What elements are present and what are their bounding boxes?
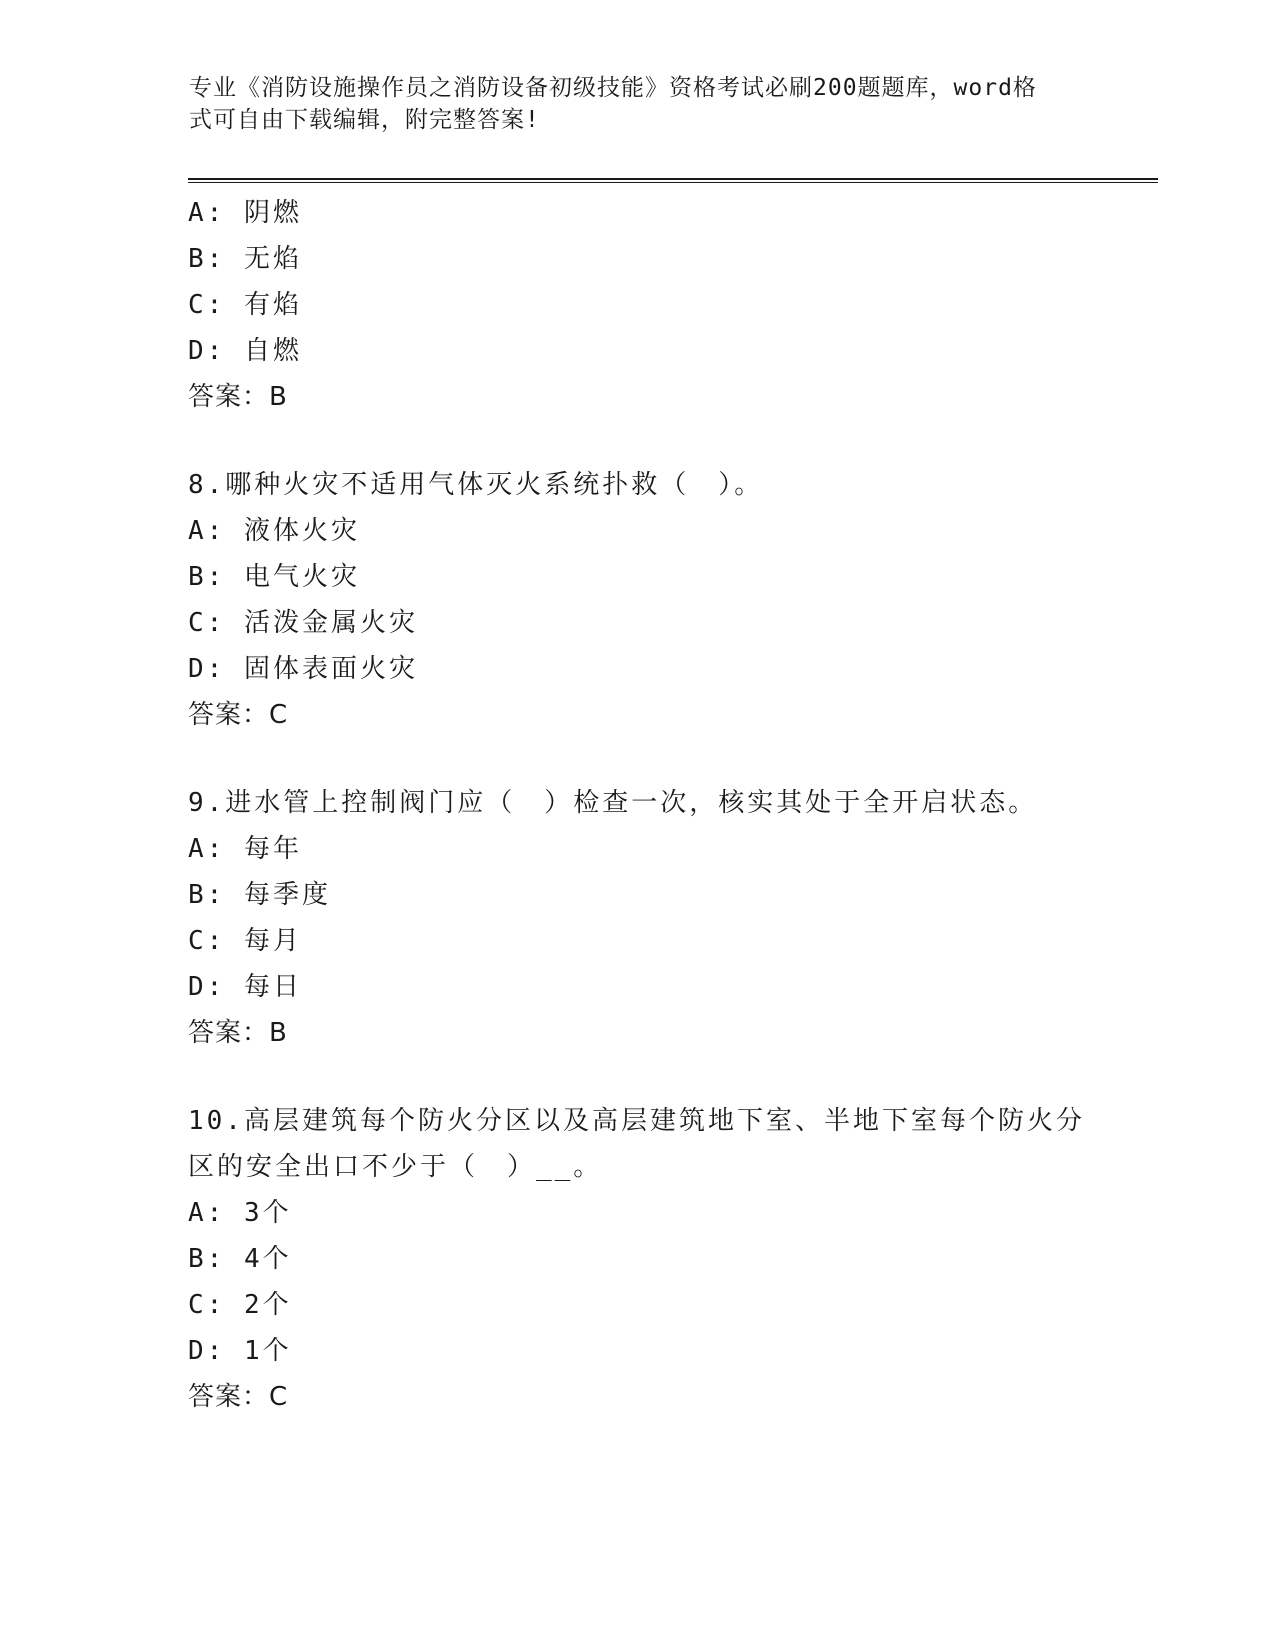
- option-d: D: 固体表面火灾: [188, 654, 418, 684]
- question-text-line-2: 区的安全出口不少于（ ）__。: [188, 1152, 603, 1182]
- header-line-1: 专业《消防设施操作员之消防设备初级技能》资格考试必刷200题题库，word格: [189, 75, 1037, 101]
- option-a: A: 液体火灾: [188, 516, 360, 546]
- answer-line: 答案：C: [188, 1382, 289, 1412]
- question-list: [188, 190, 1088, 1420]
- question-text: 8.哪种火灾不适用气体灭火系统扑救（ ）。: [188, 470, 764, 500]
- answer-line: 答案：B: [188, 1018, 288, 1048]
- option-c: C: 有焰: [188, 290, 302, 320]
- question-text: 9.进水管上控制阀门应（ ）检查一次，核实其处于全开启状态。: [188, 788, 1038, 818]
- question-10: [188, 1098, 1088, 1420]
- option-b: B: 每季度: [188, 880, 331, 910]
- option-a: A: 3个: [188, 1198, 292, 1228]
- header-line-2: 式可自由下载编辑，附完整答案!: [189, 107, 540, 133]
- answer-line: 答案：C: [188, 700, 289, 730]
- option-a: A: 每年: [188, 834, 302, 864]
- option-b: B: 4个: [188, 1244, 292, 1274]
- option-d: D: 自燃: [188, 336, 302, 366]
- option-b: B: 无焰: [188, 244, 302, 274]
- option-d: D: 1个: [188, 1336, 292, 1366]
- spacer: [188, 738, 1088, 780]
- document-header: [189, 72, 1079, 136]
- question-9: [188, 780, 1088, 1056]
- question-8: [188, 462, 1088, 738]
- option-a: A: 阴燃: [188, 198, 302, 228]
- header-divider: [188, 178, 1158, 183]
- question-text-line-1: 10.高层建筑每个防火分区以及高层建筑地下室、半地下室每个防火分: [188, 1106, 1085, 1136]
- spacer: [188, 1056, 1088, 1098]
- spacer: [188, 420, 1088, 462]
- option-c: C: 每月: [188, 926, 302, 956]
- option-b: B: 电气火灾: [188, 562, 360, 592]
- option-d: D: 每日: [188, 972, 302, 1002]
- option-c: C: 2个: [188, 1290, 292, 1320]
- answer-line: 答案：B: [188, 382, 288, 412]
- option-c: C: 活泼金属火灾: [188, 608, 418, 638]
- question-7: [188, 190, 1088, 420]
